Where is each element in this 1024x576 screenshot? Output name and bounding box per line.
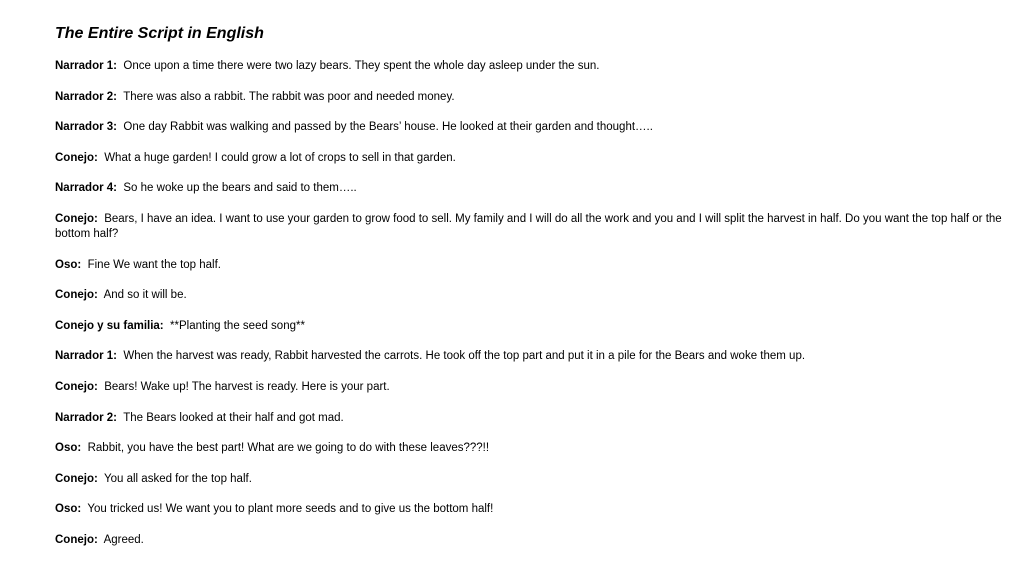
line-text: Fine We want the top half. — [87, 258, 221, 271]
script-line — [55, 502, 1005, 517]
script-line — [55, 288, 1005, 303]
line-text: So he woke up the bears and said to them….. — [123, 182, 357, 195]
script-line — [55, 120, 1005, 135]
line-text: Bears, I have an idea. I want to use your garden to grow food to sell. My family and I will do all the work and you and I will split the harvest in half. Do you want the top half or the bottom half? — [55, 212, 1002, 240]
line-text: Once upon a time there were two lazy bears. They spent the whole day asleep under the sun. — [123, 60, 600, 72]
line-text: When the harvest was ready, Rabbit harvested the carrots. He took off the top part and put it in a pile for the Bears and woke them up. — [123, 350, 806, 363]
script-line — [55, 258, 1005, 273]
speaker-name: Conejo y su familia: — [55, 319, 164, 332]
line-text: **Planting the seed song** — [170, 319, 305, 332]
speaker-name: Narrador 1: — [55, 350, 117, 363]
speaker-name: Oso: — [55, 503, 82, 516]
speaker-name: Narrador 1: — [55, 60, 117, 72]
speaker-name: Conejo: — [55, 212, 98, 225]
line-text: Bears! Wake up! The harvest is ready. Here is your part. — [104, 380, 390, 393]
line-text: And so it will be. — [103, 289, 187, 302]
line-text: Agreed. — [103, 533, 144, 546]
script-line — [55, 319, 1005, 334]
script-line — [55, 441, 1005, 456]
line-text: There was also a rabbit. The rabbit was poor and needed money. — [123, 90, 455, 103]
speaker-name: Oso: — [55, 442, 82, 455]
speaker-name: Conejo: — [55, 380, 98, 393]
speaker-name: Conejo: — [55, 289, 98, 302]
line-text: One day Rabbit was walking and passed by the Bears’ house. He looked at their garden and thought….. — [123, 121, 653, 134]
line-text: You all asked for the top half. — [104, 472, 252, 485]
speaker-name: Narrador 2: — [55, 90, 117, 103]
script-line — [55, 533, 1005, 548]
document-title: The Entire Script in English — [55, 25, 264, 42]
speaker-name: Narrador 3: — [55, 121, 117, 134]
script-line — [55, 380, 1005, 395]
speaker-name: Oso: — [55, 258, 82, 271]
speaker-name: Conejo: — [55, 151, 98, 164]
script-line — [55, 212, 1005, 242]
script-line — [55, 181, 1005, 196]
script-line — [55, 59, 1005, 74]
speaker-name: Narrador 4: — [55, 182, 117, 195]
script-line — [55, 90, 1005, 105]
script-document — [55, 24, 1005, 564]
speaker-name: Conejo: — [55, 533, 98, 546]
script-line — [55, 151, 1005, 166]
script-line — [55, 411, 1005, 426]
script-line — [55, 472, 1005, 487]
line-text: What a huge garden! I could grow a lot of crops to sell in that garden. — [104, 151, 456, 164]
speaker-name: Narrador 2: — [55, 411, 117, 424]
line-text: Rabbit, you have the best part! What are we going to do with these leaves???!! — [87, 442, 490, 455]
line-text: You tricked us! We want you to plant more seeds and to give us the bottom half! — [87, 503, 494, 516]
line-text: The Bears looked at their half and got mad. — [123, 411, 344, 424]
speaker-name: Conejo: — [55, 472, 98, 485]
script-line — [55, 349, 1005, 364]
